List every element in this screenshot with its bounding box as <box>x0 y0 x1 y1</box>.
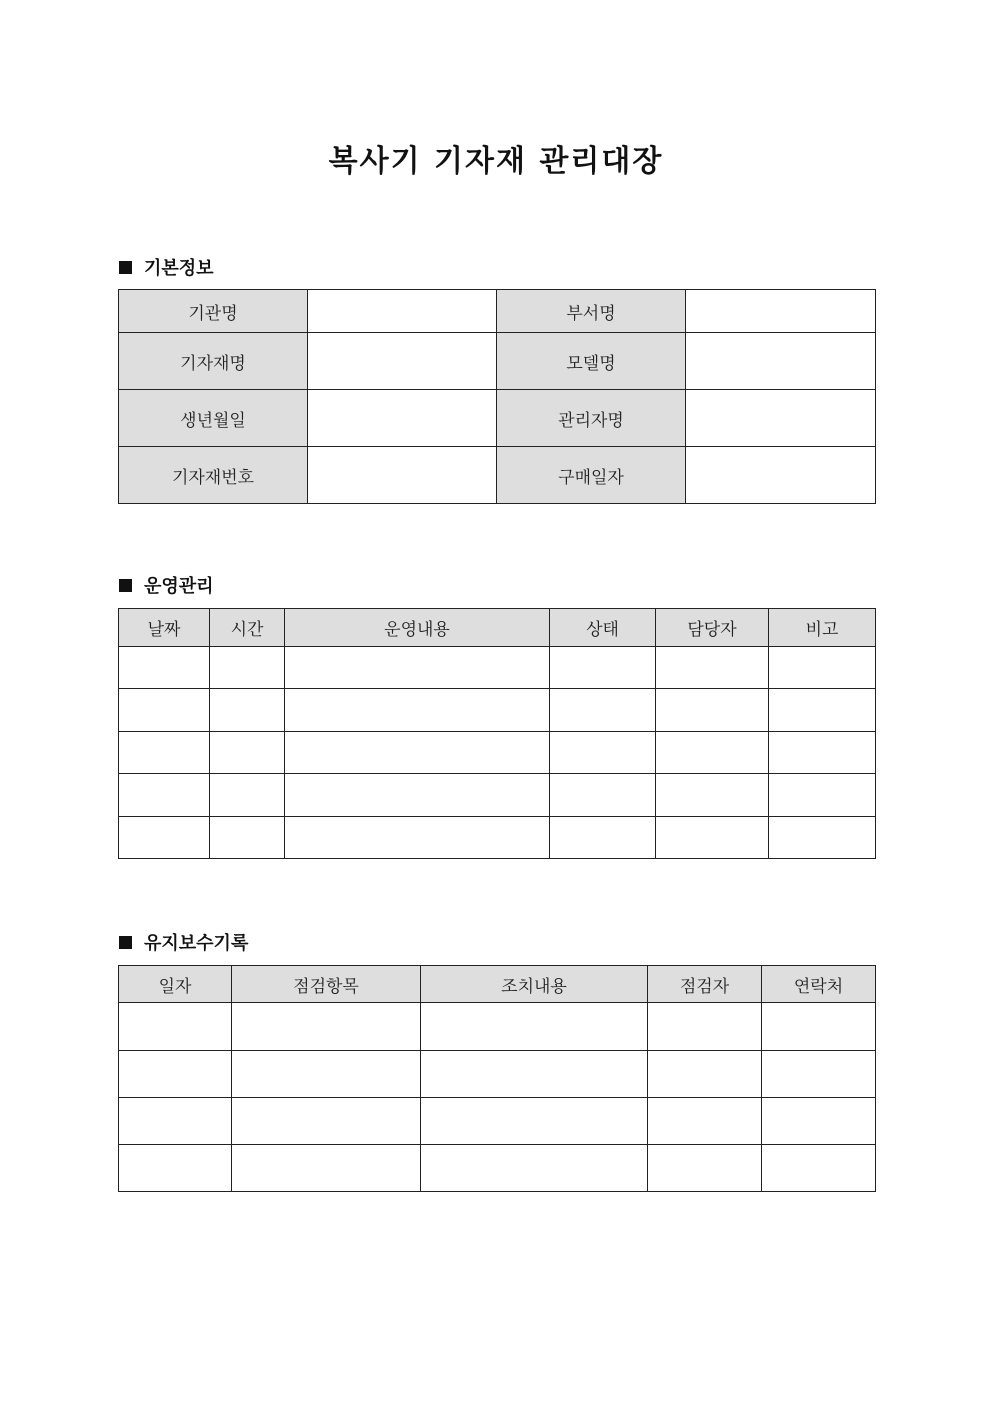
cell[interactable] <box>656 774 769 817</box>
cell[interactable] <box>762 1145 876 1192</box>
cell[interactable] <box>232 1145 421 1192</box>
cell[interactable] <box>421 1098 648 1145</box>
cell[interactable] <box>210 817 285 859</box>
label-institution: 기관명 <box>119 290 308 333</box>
col-header-operation-content: 운영내용 <box>285 609 550 647</box>
field-institution[interactable] <box>308 290 497 333</box>
cell[interactable] <box>232 1003 421 1051</box>
cell[interactable] <box>656 817 769 859</box>
field-equipment-number[interactable] <box>308 447 497 504</box>
maintenance-table <box>118 965 876 1192</box>
table-row <box>119 689 876 732</box>
cell[interactable] <box>550 817 656 859</box>
cell[interactable] <box>119 1003 232 1051</box>
cell[interactable] <box>421 1003 648 1051</box>
cell[interactable] <box>769 774 876 817</box>
cell[interactable] <box>285 689 550 732</box>
col-header-status: 상태 <box>550 609 656 647</box>
cell[interactable] <box>119 1145 232 1192</box>
cell[interactable] <box>769 732 876 774</box>
cell[interactable] <box>769 647 876 689</box>
table-row <box>119 1003 876 1051</box>
table-row <box>119 333 876 390</box>
cell[interactable] <box>210 732 285 774</box>
label-model-name: 모델명 <box>497 333 686 390</box>
cell[interactable] <box>210 689 285 732</box>
cell[interactable] <box>762 1003 876 1051</box>
col-header-inspection-item: 점검항목 <box>232 966 421 1003</box>
square-bullet-icon <box>119 579 132 592</box>
label-department: 부서명 <box>497 290 686 333</box>
col-header-person-in-charge: 담당자 <box>656 609 769 647</box>
col-header-date: 날짜 <box>119 609 210 647</box>
table-row <box>119 1051 876 1098</box>
cell[interactable] <box>421 1051 648 1098</box>
cell[interactable] <box>769 817 876 859</box>
cell[interactable] <box>421 1145 648 1192</box>
cell[interactable] <box>550 774 656 817</box>
cell[interactable] <box>648 1003 762 1051</box>
page-title: 복사기 기자재 관리대장 <box>328 144 664 179</box>
section-title: 유지보수기록 <box>144 933 249 954</box>
cell[interactable] <box>656 732 769 774</box>
cell[interactable] <box>119 774 210 817</box>
field-birth-date[interactable] <box>308 390 497 447</box>
col-header-action-taken: 조치내용 <box>421 966 648 1003</box>
col-header-time: 시간 <box>210 609 285 647</box>
cell[interactable] <box>119 1098 232 1145</box>
label-manager-name: 관리자명 <box>497 390 686 447</box>
table-row <box>119 447 876 504</box>
field-purchase-date[interactable] <box>686 447 876 504</box>
cell[interactable] <box>285 817 550 859</box>
field-department[interactable] <box>686 290 876 333</box>
cell[interactable] <box>119 732 210 774</box>
cell[interactable] <box>762 1098 876 1145</box>
cell[interactable] <box>232 1098 421 1145</box>
cell[interactable] <box>119 647 210 689</box>
cell[interactable] <box>232 1051 421 1098</box>
section-title: 운영관리 <box>144 576 214 597</box>
cell[interactable] <box>119 817 210 859</box>
table-row <box>119 1098 876 1145</box>
table-header-row <box>119 966 876 1003</box>
label-equipment-name: 기자재명 <box>119 333 308 390</box>
cell[interactable] <box>285 732 550 774</box>
cell[interactable] <box>769 689 876 732</box>
cell[interactable] <box>648 1051 762 1098</box>
table-row <box>119 1145 876 1192</box>
square-bullet-icon <box>119 936 132 949</box>
table-row <box>119 774 876 817</box>
table-row <box>119 647 876 689</box>
cell[interactable] <box>550 689 656 732</box>
label-purchase-date: 구매일자 <box>497 447 686 504</box>
cell[interactable] <box>285 647 550 689</box>
col-header-remarks: 비고 <box>769 609 876 647</box>
field-equipment-name[interactable] <box>308 333 497 390</box>
field-manager-name[interactable] <box>686 390 876 447</box>
section-heading-operations <box>119 572 214 598</box>
table-row <box>119 732 876 774</box>
basic-info-table <box>118 289 876 504</box>
cell[interactable] <box>210 647 285 689</box>
operations-table <box>118 608 876 859</box>
col-header-date: 일자 <box>119 966 232 1003</box>
field-model-name[interactable] <box>686 333 876 390</box>
cell[interactable] <box>550 647 656 689</box>
cell[interactable] <box>648 1145 762 1192</box>
cell[interactable] <box>119 689 210 732</box>
cell[interactable] <box>656 689 769 732</box>
cell[interactable] <box>656 647 769 689</box>
section-title: 기본정보 <box>144 258 214 279</box>
section-heading-basic-info <box>119 254 214 280</box>
cell[interactable] <box>210 774 285 817</box>
label-birth-date: 생년월일 <box>119 390 308 447</box>
square-bullet-icon <box>119 261 132 274</box>
col-header-contact: 연락처 <box>762 966 876 1003</box>
cell[interactable] <box>648 1098 762 1145</box>
table-row <box>119 817 876 859</box>
cell[interactable] <box>762 1051 876 1098</box>
table-row <box>119 290 876 333</box>
label-equipment-number: 기자재번호 <box>119 447 308 504</box>
table-header-row <box>119 609 876 647</box>
col-header-inspector: 점검자 <box>648 966 762 1003</box>
table-row <box>119 390 876 447</box>
section-heading-maintenance <box>119 929 248 955</box>
cell[interactable] <box>285 774 550 817</box>
cell[interactable] <box>119 1051 232 1098</box>
cell[interactable] <box>550 732 656 774</box>
